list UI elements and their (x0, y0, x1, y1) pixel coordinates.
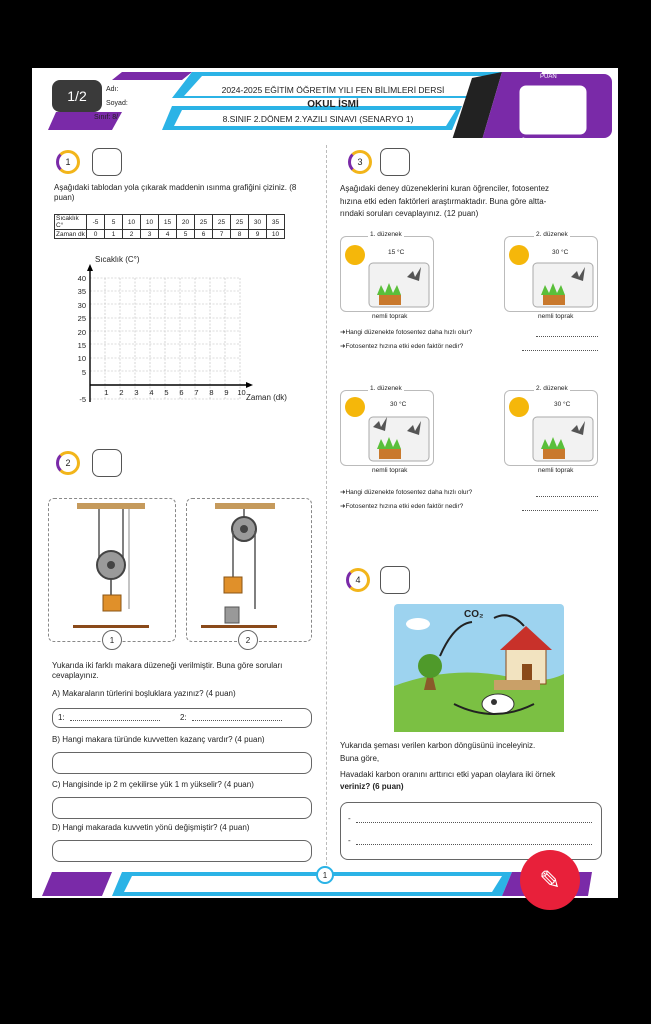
q2c-answer-box[interactable] (52, 797, 312, 819)
y-tick-label: 25 (77, 314, 86, 324)
table-cell: 15 (159, 215, 177, 230)
edit-pencil-button[interactable] (520, 850, 580, 910)
q3-score-box[interactable] (380, 148, 410, 176)
q4-answer-line-1[interactable] (356, 822, 592, 823)
x-tick-label: 8 (209, 388, 214, 397)
q2-score-box[interactable] (92, 449, 122, 477)
table-cell: 3 (141, 230, 159, 239)
q4-answer-line-2[interactable] (356, 844, 592, 845)
q1-score-box[interactable] (92, 148, 122, 176)
q3-prompt-line2: hızına etki eden faktörleri araştırmaktadır. Buna göre altta- (340, 197, 547, 206)
table-cell: 5 (177, 230, 195, 239)
y-axis-arrow (87, 264, 93, 271)
exp2b-temperature: 30 °C (554, 401, 571, 408)
school-name: OKUL İSMİ (307, 99, 359, 110)
table-cell: 10 (141, 215, 159, 230)
q2b-answer-box[interactable] (52, 752, 312, 774)
exp2b-soil: nemli toprak (538, 467, 574, 474)
experiment-1a (340, 236, 434, 312)
table-cell: -5 (87, 215, 105, 230)
table-row (55, 230, 285, 239)
y-tick-label: 15 (77, 341, 86, 351)
q4-prompt-line3: Havadaki karbon oranını arttırıcı etki yapan olaylara iki örnek (340, 770, 556, 779)
set1-question1: ➜Hangi düzenekte fotosentez daha hızlı olur? (340, 329, 473, 336)
q3-prompt-line3: rındaki soruları cevaplayınız. (12 puan) (340, 209, 479, 218)
y-tick-label: 10 (77, 354, 86, 364)
table-cell: 30 (249, 215, 267, 230)
q4-bullet-2: - (348, 836, 351, 845)
temperature-time-table (54, 214, 285, 239)
table-cell: 20 (177, 215, 195, 230)
y-tick-label: 20 (77, 327, 86, 337)
set1-answer1-line[interactable] (536, 336, 598, 337)
table-cell: 0 (87, 230, 105, 239)
exp1b-soil: nemli toprak (538, 313, 574, 320)
x-tick-label: 5 (164, 388, 169, 397)
experiment-1b-illustration (505, 237, 597, 311)
page-indicator: 1/2 (52, 80, 102, 112)
exp1a-label: 1. düzenek (370, 231, 402, 238)
question-number-1: 1 (56, 150, 80, 174)
set2-answer1-line[interactable] (536, 496, 598, 497)
table-cell: 4 (159, 230, 177, 239)
q2a-slot2-label: 2: (180, 713, 187, 722)
set2-question1-text: Hangi düzenekte fotosentez daha hızlı olur? (345, 489, 473, 496)
y-tick-label: 40 (77, 274, 86, 283)
surname-field-label: Soyad: (106, 100, 128, 107)
experiment-2b (504, 390, 598, 466)
table-cell: 8 (231, 230, 249, 239)
set1-answer2-line[interactable] (522, 350, 598, 351)
q4-answer-box[interactable] (340, 802, 602, 860)
graph-x-axis-label: Zaman (dk) (246, 393, 287, 402)
question-number-4: 4 (346, 568, 370, 592)
name-field-label: Adı: (106, 86, 119, 93)
table-cell: 25 (213, 215, 231, 230)
q2a-question: A) Makaraların türlerini boşluklara yazınız? (4 puan) (52, 689, 236, 698)
q4-prompt-line2: Buna göre, (340, 754, 380, 763)
graph-y-axis-label: Sıcaklık (C°) (95, 255, 140, 264)
table-cell: 1 (105, 230, 123, 239)
score-label: PUAN (540, 74, 557, 80)
fixed-pulley-illustration (187, 499, 311, 641)
q2-prompt: Yukarıda iki farklı makara düzeneği verilmiştir. Buna göre soruları cevaplayınız. (52, 661, 283, 680)
q2d-question: D) Hangi makarada kuvvetin yönü değişmiştir? (4 puan) (52, 823, 250, 832)
co2-label: CO₂ (464, 609, 484, 620)
table-cell: 10 (267, 230, 285, 239)
x-tick-label: 2 (119, 388, 124, 397)
q4-score-box[interactable] (380, 566, 410, 594)
q2a-slot1-label: 1: (58, 713, 65, 722)
x-tick-label: 9 (224, 388, 229, 397)
carbon-cycle-illustration (394, 604, 564, 732)
pulley-label-2: 2 (238, 630, 258, 650)
exp2a-label: 1. düzenek (370, 385, 402, 392)
set2-question1: ➜Hangi düzenekte fotosentez daha hızlı olur? (340, 489, 473, 496)
q2d-answer-box[interactable] (52, 840, 312, 862)
exp1a-soil: nemli toprak (372, 313, 408, 320)
x-tick-label: 1 (104, 388, 109, 397)
table-cell: 25 (231, 215, 249, 230)
table-cell: 5 (105, 215, 123, 230)
exp2a-temperature: 30 °C (390, 401, 407, 408)
table-cell: 25 (195, 215, 213, 230)
graph-x-ticks (99, 388, 249, 397)
pencil-icon: ✎ (539, 864, 561, 895)
x-tick-label: 4 (149, 388, 154, 397)
experiment-2b-illustration (505, 391, 597, 465)
q3-prompt-line1: Aşağıdaki deney düzeneklerini kuran öğrenciler, fotosentez (340, 184, 550, 193)
set1-question2-text: Fotosentez hızına etki eden faktör nedir? (345, 343, 464, 350)
y-tick-label: 35 (77, 287, 86, 297)
graph-y-ticks (72, 272, 86, 407)
q2b-question: B) Hangi makara türünde kuvvetten kazanç vardır? (4 puan) (52, 735, 265, 744)
score-box[interactable] (522, 88, 586, 136)
q2a-slot2-line[interactable] (192, 720, 282, 721)
y-tick-label: -5 (79, 395, 86, 405)
table-cell: 9 (249, 230, 267, 239)
exp2b-label: 2. düzenek (536, 385, 568, 392)
table-cell: 7 (213, 230, 231, 239)
q2c-question: C) Hangisinde ip 2 m çekilirse yük 1 m yükselir? (4 puan) (52, 780, 254, 789)
set1-question1-text: Hangi düzenekte fotosentez daha hızlı olur? (345, 329, 473, 336)
exp2a-soil: nemli toprak (372, 467, 408, 474)
table-cell: 35 (267, 215, 285, 230)
q1-prompt: Aşağıdaki tablodan yola çıkarak maddenin ısınma grafiğini çiziniz. (8 puan) (54, 183, 297, 202)
grid-lines (90, 278, 240, 399)
experiment-1a-illustration (341, 237, 433, 311)
movable-pulley-illustration (49, 499, 175, 641)
question-number-2: 2 (56, 451, 80, 475)
table-cell: Zaman dk (56, 230, 85, 238)
exp1b-temperature: 30 °C (552, 249, 569, 256)
table-cell: 6 (195, 230, 213, 239)
exam-title-line1: 2024-2025 EĞİTİM ÖĞRETİM YILI FEN BİLİMLERİ DERSİ (221, 85, 445, 95)
set2-question2-text: Fotosentez hızına etki eden faktör nedir? (345, 503, 464, 510)
experiment-2a-illustration (341, 391, 433, 465)
table-cell: Sıcaklık C° (55, 215, 87, 230)
pulley-panel-2 (186, 498, 312, 642)
table-cell: 10 (123, 215, 141, 230)
y-tick-label: 30 (77, 300, 86, 310)
experiment-1b (504, 236, 598, 312)
table-row (55, 215, 285, 230)
y-tick-label: 5 (81, 367, 86, 377)
question-number-3: 3 (348, 150, 372, 174)
set1-question2: ➜Fotosentez hızına etki eden faktör nedir? (340, 343, 464, 350)
q4-prompt-line1: Yukarıda şeması verilen karbon döngüsünü inceleyiniz. (340, 741, 536, 750)
column-divider (326, 145, 327, 865)
set2-answer2-line[interactable] (522, 510, 598, 511)
q4-bullet-1: - (348, 814, 351, 823)
q2a-slot1-line[interactable] (70, 720, 160, 721)
exp1a-temperature: 15 °C (388, 249, 405, 256)
x-tick-label: 6 (179, 388, 184, 397)
footer-page-number: 1 (316, 866, 334, 884)
x-tick-label: 3 (134, 388, 139, 397)
exp1b-label: 2. düzenek (536, 231, 568, 238)
x-tick-label: 7 (194, 388, 199, 397)
exam-title-line3: 8.SINIF 2.DÖNEM 2.YAZILI SINAVI (SENARYO 1) (222, 114, 414, 124)
q4-prompt-line4: veriniz? (6 puan) (340, 782, 404, 791)
experiment-2a (340, 390, 434, 466)
pulley-label-1: 1 (102, 630, 122, 650)
pulley-panel-1 (48, 498, 176, 642)
x-tick-label: 10 (237, 388, 246, 397)
table-cell: 2 (123, 230, 141, 239)
class-field-label: Sınıf: 8/ (94, 114, 119, 121)
set2-question2: ➜Fotosentez hızına etki eden faktör nedir? (340, 503, 464, 510)
